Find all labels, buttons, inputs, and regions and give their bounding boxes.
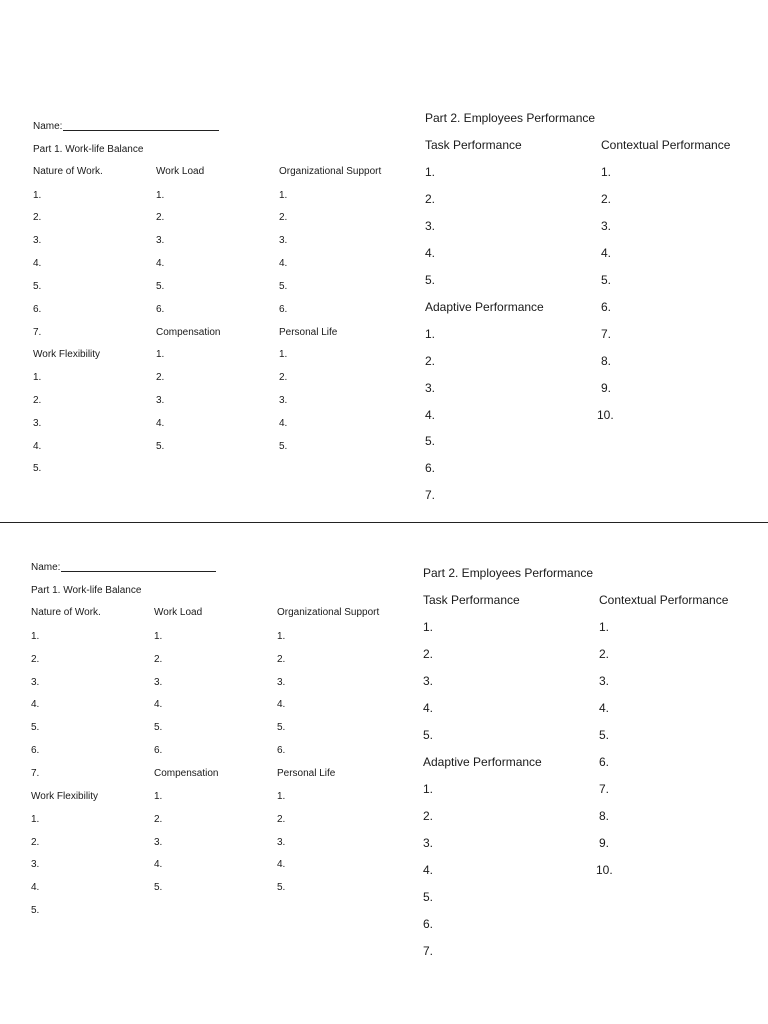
workload-item: 2. [156,212,165,223]
nature-item: 1. [33,190,42,201]
adaptive-item: 5. [425,434,436,448]
contextual-item: 1. [599,620,610,634]
adaptive-heading: Adaptive Performance [425,300,544,314]
workload-heading: Work Load [154,607,203,618]
nature-item: 4. [33,258,42,269]
part1-title: Part 1. Work-life Balance [31,585,142,596]
adaptive-item: 6. [425,461,436,475]
personal-life-item: 2. [277,814,286,825]
contextual-item: 9. [599,836,610,850]
compensation-heading: Compensation [156,327,221,338]
flexibility-item: 1. [31,814,40,825]
nature-item: 4. [31,699,40,710]
compensation-item: 5. [156,441,165,452]
flexibility-item: 2. [31,837,40,848]
adaptive-item: 1. [423,782,434,796]
contextual-item: 3. [601,219,612,233]
compensation-item: 3. [156,395,165,406]
contextual-item: 6. [599,755,610,769]
org-support-item: 6. [279,304,288,315]
flexibility-item: 3. [33,418,42,429]
contextual-item: 9. [601,381,612,395]
compensation-item: 5. [154,882,163,893]
contextual-item: 4. [601,246,612,260]
nature-item: 6. [31,745,40,756]
personal-life-item: 5. [279,441,288,452]
nature-item: 3. [31,677,40,688]
org-support-item: 5. [277,722,286,733]
workload-item: 6. [154,745,163,756]
workload-item: 5. [156,281,165,292]
personal-life-item: 4. [277,859,286,870]
org-support-item: 4. [277,699,286,710]
task-item: 4. [425,246,436,260]
part2-title: Part 2. Employees Performance [425,111,596,125]
org-support-item: 1. [277,631,286,642]
org-support-heading: Organizational Support [277,607,380,618]
workload-item: 1. [154,631,163,642]
personal-life-item: 2. [279,372,288,383]
name-blank-line [63,130,219,131]
compensation-item: 1. [156,349,165,360]
contextual-item: 7. [599,782,610,796]
task-heading: Task Performance [425,138,522,152]
flexibility-item: 4. [31,882,40,893]
adaptive-item: 1. [425,327,436,341]
adaptive-item: 4. [423,863,434,877]
contextual-heading: Contextual Performance [601,138,731,152]
personal-life-heading: Personal Life [279,327,338,338]
part2-title: Part 2. Employees Performance [423,566,594,580]
nature-item: 7. [33,327,42,338]
contextual-item: 10. [597,408,614,422]
contextual-item: 10. [596,863,613,877]
personal-life-item: 4. [279,418,288,429]
org-support-heading: Organizational Support [279,166,382,177]
compensation-item: 3. [154,837,163,848]
contextual-item: 4. [599,701,610,715]
org-support-item: 4. [279,258,288,269]
task-item: 3. [425,219,436,233]
nature-heading: Nature of Work. [31,607,101,618]
contextual-item: 7. [601,327,612,341]
nature-item: 6. [33,304,42,315]
flexibility-heading: Work Flexibility [31,791,99,802]
org-support-item: 2. [279,212,288,223]
personal-life-item: 1. [277,791,286,802]
task-heading: Task Performance [423,593,520,607]
nature-item: 5. [31,722,40,733]
workload-item: 2. [154,654,163,665]
contextual-item: 8. [601,354,612,368]
personal-life-item: 3. [277,837,286,848]
nature-item: 1. [31,631,40,642]
compensation-item: 2. [156,372,165,383]
contextual-item: 5. [601,273,612,287]
personal-life-item: 5. [277,882,286,893]
task-item: 5. [425,273,436,287]
flexibility-item: 1. [33,372,42,383]
contextual-item: 6. [601,300,612,314]
workload-item: 1. [156,190,165,201]
task-item: 1. [423,620,434,634]
adaptive-item: 7. [425,488,436,502]
workload-heading: Work Load [156,166,205,177]
sheet-divider [0,522,768,523]
compensation-item: 4. [156,418,165,429]
contextual-item: 1. [601,165,612,179]
contextual-item: 2. [599,647,610,661]
org-support-item: 6. [277,745,286,756]
task-item: 2. [425,192,436,206]
adaptive-item: 4. [425,408,436,422]
contextual-item: 2. [601,192,612,206]
name-label: Name: [33,121,63,132]
contextual-item: 3. [599,674,610,688]
name-label: Name: [31,562,61,573]
workload-item: 5. [154,722,163,733]
name-blank-line [61,571,216,572]
adaptive-item: 3. [425,381,436,395]
nature-item: 5. [33,281,42,292]
nature-item: 7. [31,768,40,779]
contextual-heading: Contextual Performance [599,593,729,607]
adaptive-item: 2. [425,354,436,368]
task-item: 4. [423,701,434,715]
flexibility-item: 2. [33,395,42,406]
flexibility-item: 5. [33,463,42,474]
contextual-item: 8. [599,809,610,823]
adaptive-item: 2. [423,809,434,823]
org-support-item: 5. [279,281,288,292]
workload-item: 4. [156,258,165,269]
compensation-item: 4. [154,859,163,870]
nature-item: 2. [31,654,40,665]
personal-life-item: 3. [279,395,288,406]
org-support-item: 2. [277,654,286,665]
compensation-item: 1. [154,791,163,802]
org-support-item: 3. [277,677,286,688]
nature-item: 3. [33,235,42,246]
flexibility-heading: Work Flexibility [33,349,101,360]
adaptive-item: 3. [423,836,434,850]
workload-item: 3. [156,235,165,246]
contextual-item: 5. [599,728,610,742]
org-support-item: 3. [279,235,288,246]
part1-title: Part 1. Work-life Balance [33,144,144,155]
task-item: 2. [423,647,434,661]
compensation-heading: Compensation [154,768,219,779]
flexibility-item: 3. [31,859,40,870]
adaptive-heading: Adaptive Performance [423,755,542,769]
adaptive-item: 5. [423,890,434,904]
nature-item: 2. [33,212,42,223]
task-item: 3. [423,674,434,688]
workload-item: 4. [154,699,163,710]
adaptive-item: 7. [423,944,434,958]
adaptive-item: 6. [423,917,434,931]
flexibility-item: 5. [31,905,40,916]
workload-item: 6. [156,304,165,315]
nature-heading: Nature of Work. [33,166,103,177]
compensation-item: 2. [154,814,163,825]
task-item: 1. [425,165,436,179]
task-item: 5. [423,728,434,742]
personal-life-heading: Personal Life [277,768,336,779]
personal-life-item: 1. [279,349,288,360]
workload-item: 3. [154,677,163,688]
org-support-item: 1. [279,190,288,201]
flexibility-item: 4. [33,441,42,452]
